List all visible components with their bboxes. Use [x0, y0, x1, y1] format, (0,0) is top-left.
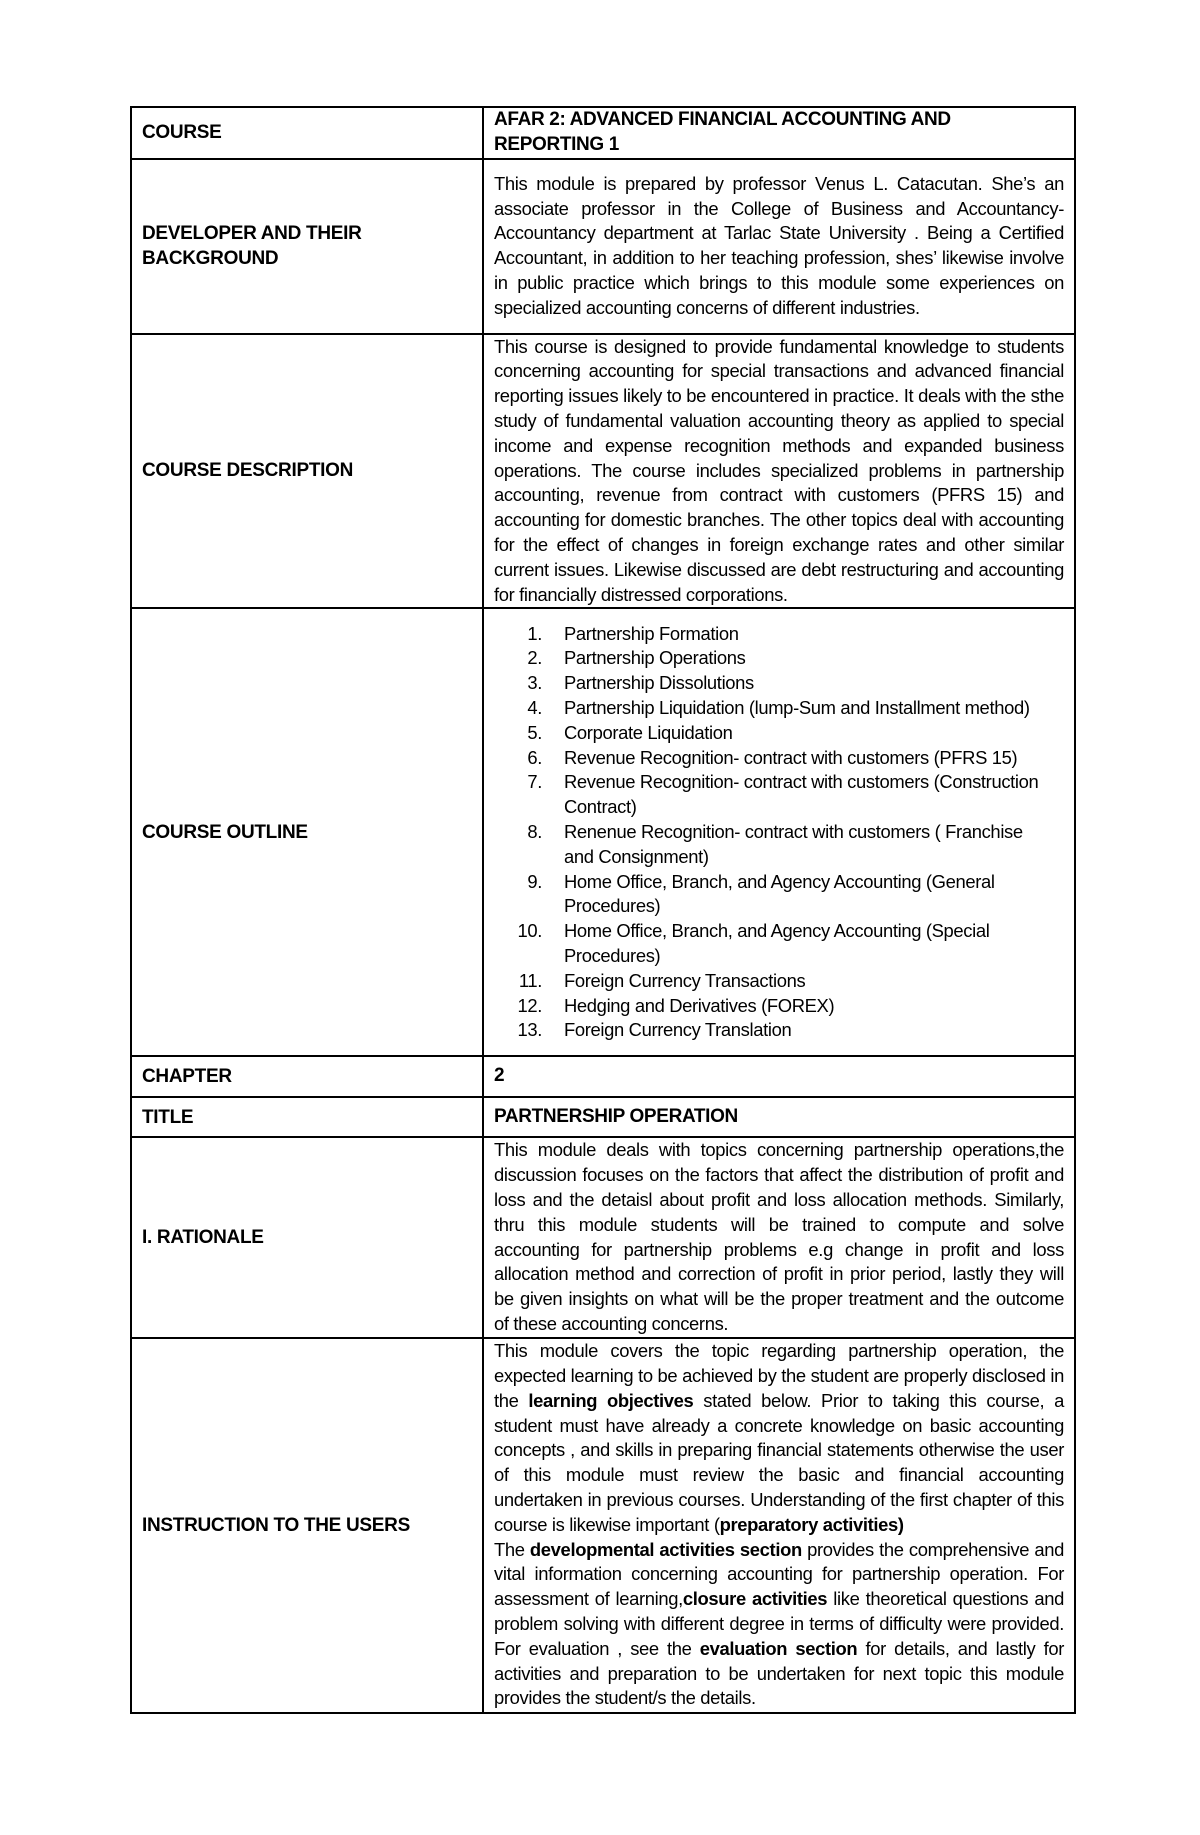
developer-value: [483, 159, 1075, 334]
list-item: [494, 969, 1064, 994]
list-item-number: 9.: [527, 870, 542, 892]
course-value: AFAR 2: ADVANCED FINANCIAL ACCOUNTING AND REPORTING 1: [483, 107, 1075, 159]
title-value: PARTNERSHIP OPERATION: [483, 1097, 1075, 1137]
list-item: [494, 696, 1064, 721]
course-outline-list: [494, 622, 1064, 1044]
course-info-table: [130, 106, 1076, 1714]
list-item-text: Partnership Formation: [564, 622, 739, 644]
list-item-text: Revenue Recognition- contract with customers (PFRS 15): [564, 746, 1018, 768]
list-item-number: 11.: [518, 969, 542, 991]
list-item-number: 10.: [517, 920, 542, 942]
evaluation-section-emphasis: evaluation section: [699, 1637, 858, 1659]
instruction-label: INSTRUCTION TO THE USERS: [131, 1338, 483, 1713]
learning-objectives-emphasis: learning objectives: [528, 1389, 694, 1411]
list-item-text: Home Office, Branch, and Agency Accounting (Special Procedures): [564, 920, 990, 966]
list-item: [494, 1018, 1064, 1043]
list-item: [494, 919, 1064, 969]
preparatory-activities-emphasis: preparatory activities): [719, 1513, 904, 1535]
list-item-text: Foreign Currency Translation: [564, 1019, 792, 1041]
instruction-row: [131, 1338, 1075, 1713]
closure-activities-emphasis: closure activities: [682, 1588, 828, 1610]
list-item-number: 5.: [527, 721, 542, 743]
list-item: [494, 646, 1064, 671]
course-row: [131, 107, 1075, 159]
list-item-number: 12.: [517, 994, 542, 1016]
outline-row: [131, 608, 1075, 1056]
description-row: [131, 334, 1075, 609]
list-item-text: Partnership Operations: [564, 647, 746, 669]
chapter-row: [131, 1056, 1075, 1097]
developer-text: This module is prepared by professor Venus L. Catacutan. She’s an associate professor in the College of Business and Accountancy-Accountancy department at Tarlac State University . Being a Certified Accountant, in addition to her teaching profession, shes’ likewise involve in public practice which brings to this module some experiences on specialized accounting concerns of different industries.: [494, 172, 1064, 318]
list-item-text: Partnership Dissolutions: [564, 672, 754, 694]
rationale-row: [131, 1137, 1075, 1337]
instruction-paragraph-2: [494, 1538, 1064, 1712]
developmental-activities-emphasis: developmental activities section: [529, 1538, 802, 1560]
chapter-value: 2: [483, 1056, 1075, 1097]
list-item: [494, 870, 1064, 920]
instruction-paragraph-1: [494, 1339, 1064, 1537]
outline-value: [483, 608, 1075, 1056]
instruction-text: like theoretical questions and problem solving with different degree in terms of difficulty were provided. For evaluation , see the: [494, 1588, 1064, 1659]
title-label: TITLE: [131, 1097, 483, 1137]
list-item: [494, 820, 1064, 870]
list-item: [494, 746, 1064, 771]
list-item-text: Home Office, Branch, and Agency Accounting (General Procedures): [564, 870, 995, 917]
list-item-number: 3.: [527, 672, 542, 694]
developer-label: DEVELOPER AND THEIR BACKGROUND: [131, 159, 483, 334]
rationale-value: [483, 1137, 1075, 1337]
list-item-text: Partnership Liquidation (lump-Sum and Installment method): [564, 696, 1030, 718]
outline-label: COURSE OUTLINE: [131, 608, 483, 1056]
instruction-text: The: [494, 1538, 530, 1560]
list-item-number: 7.: [527, 771, 542, 793]
instruction-text: stated below. Prior to taking this course, a student must have already a concrete knowledge on basic accounting concepts , and skills in preparing financial statements otherwise the user of this module must review the basic and financial accounting undertaken in previous courses. Understanding of the first chapter of this course is likewise important (: [494, 1389, 1064, 1535]
list-item-text: Foreign Currency Transactions: [564, 969, 806, 991]
list-item: [494, 721, 1064, 746]
list-item-text: Renenue Recognition- contract with customers ( Franchise and Consignment): [564, 820, 1023, 867]
list-item: [494, 994, 1064, 1019]
list-item-text: Corporate Liquidation: [564, 721, 733, 743]
instruction-value: [483, 1338, 1075, 1713]
developer-row: [131, 159, 1075, 334]
list-item-number: 6.: [527, 746, 542, 768]
list-item-number: 13.: [517, 1019, 542, 1041]
list-item: [494, 622, 1064, 647]
list-item-number: 4.: [527, 696, 542, 718]
chapter-label: CHAPTER: [131, 1056, 483, 1097]
list-item-number: 2.: [527, 647, 542, 669]
list-item: [494, 770, 1064, 820]
list-item-text: Hedging and Derivatives (FOREX): [564, 994, 835, 1016]
rationale-text: This module deals with topics concerning partnership operations,the discussion focuses on the factors that affect the distribution of profit and loss and the detaisl about profit and loss allocation methods. Similarly, thru this module students will be trained to compute and solve accounting for partnership problems e.g change in profit and loss allocation method and correction of profit in prior period, lastly they will be given insights on what will be the proper treatment and the outcome of these accounting concerns.: [494, 1139, 1064, 1334]
rationale-label: I. RATIONALE: [131, 1137, 483, 1337]
description-label: COURSE DESCRIPTION: [131, 334, 483, 609]
course-label: COURSE: [131, 107, 483, 159]
description-value: [483, 334, 1075, 609]
title-row: [131, 1097, 1075, 1137]
list-item-number: 1.: [527, 622, 542, 644]
instruction-text: provides the comprehensive and vital information concerning accounting for partnership operation. For assessment of learning,: [494, 1538, 1064, 1610]
description-text: This course is designed to provide fundamental knowledge to students concerning accounting for special transactions and advanced financial reporting issues likely to be encountered in practice. It deals with the sthe study of fundamental valuation accounting theory as applied to special income and expense recognition methods and expanded business operations. The course includes specialized problems in partnership accounting, revenue from contract with customers (PFRS 15) and accounting for domestic branches. The other topics deal with accounting for the effect of changes in foreign exchange rates and other similar current issues. Likewise discussed are debt restructuring and accounting for financially distressed corporations.: [494, 335, 1064, 605]
list-item-text: Revenue Recognition- contract with customers (Construction Contract): [564, 771, 1039, 818]
course-module-sheet: [130, 106, 1076, 1714]
list-item-number: 8.: [527, 820, 542, 842]
list-item: [494, 671, 1064, 696]
instruction-text: for details, and lastly for activities and preparation to be undertaken for next topic this module provides the student/s the details.: [494, 1637, 1064, 1709]
instruction-text: This module covers the topic regarding partnership operation, the expected learning to be achieved by the student are properly disclosed in the: [494, 1340, 1064, 1411]
